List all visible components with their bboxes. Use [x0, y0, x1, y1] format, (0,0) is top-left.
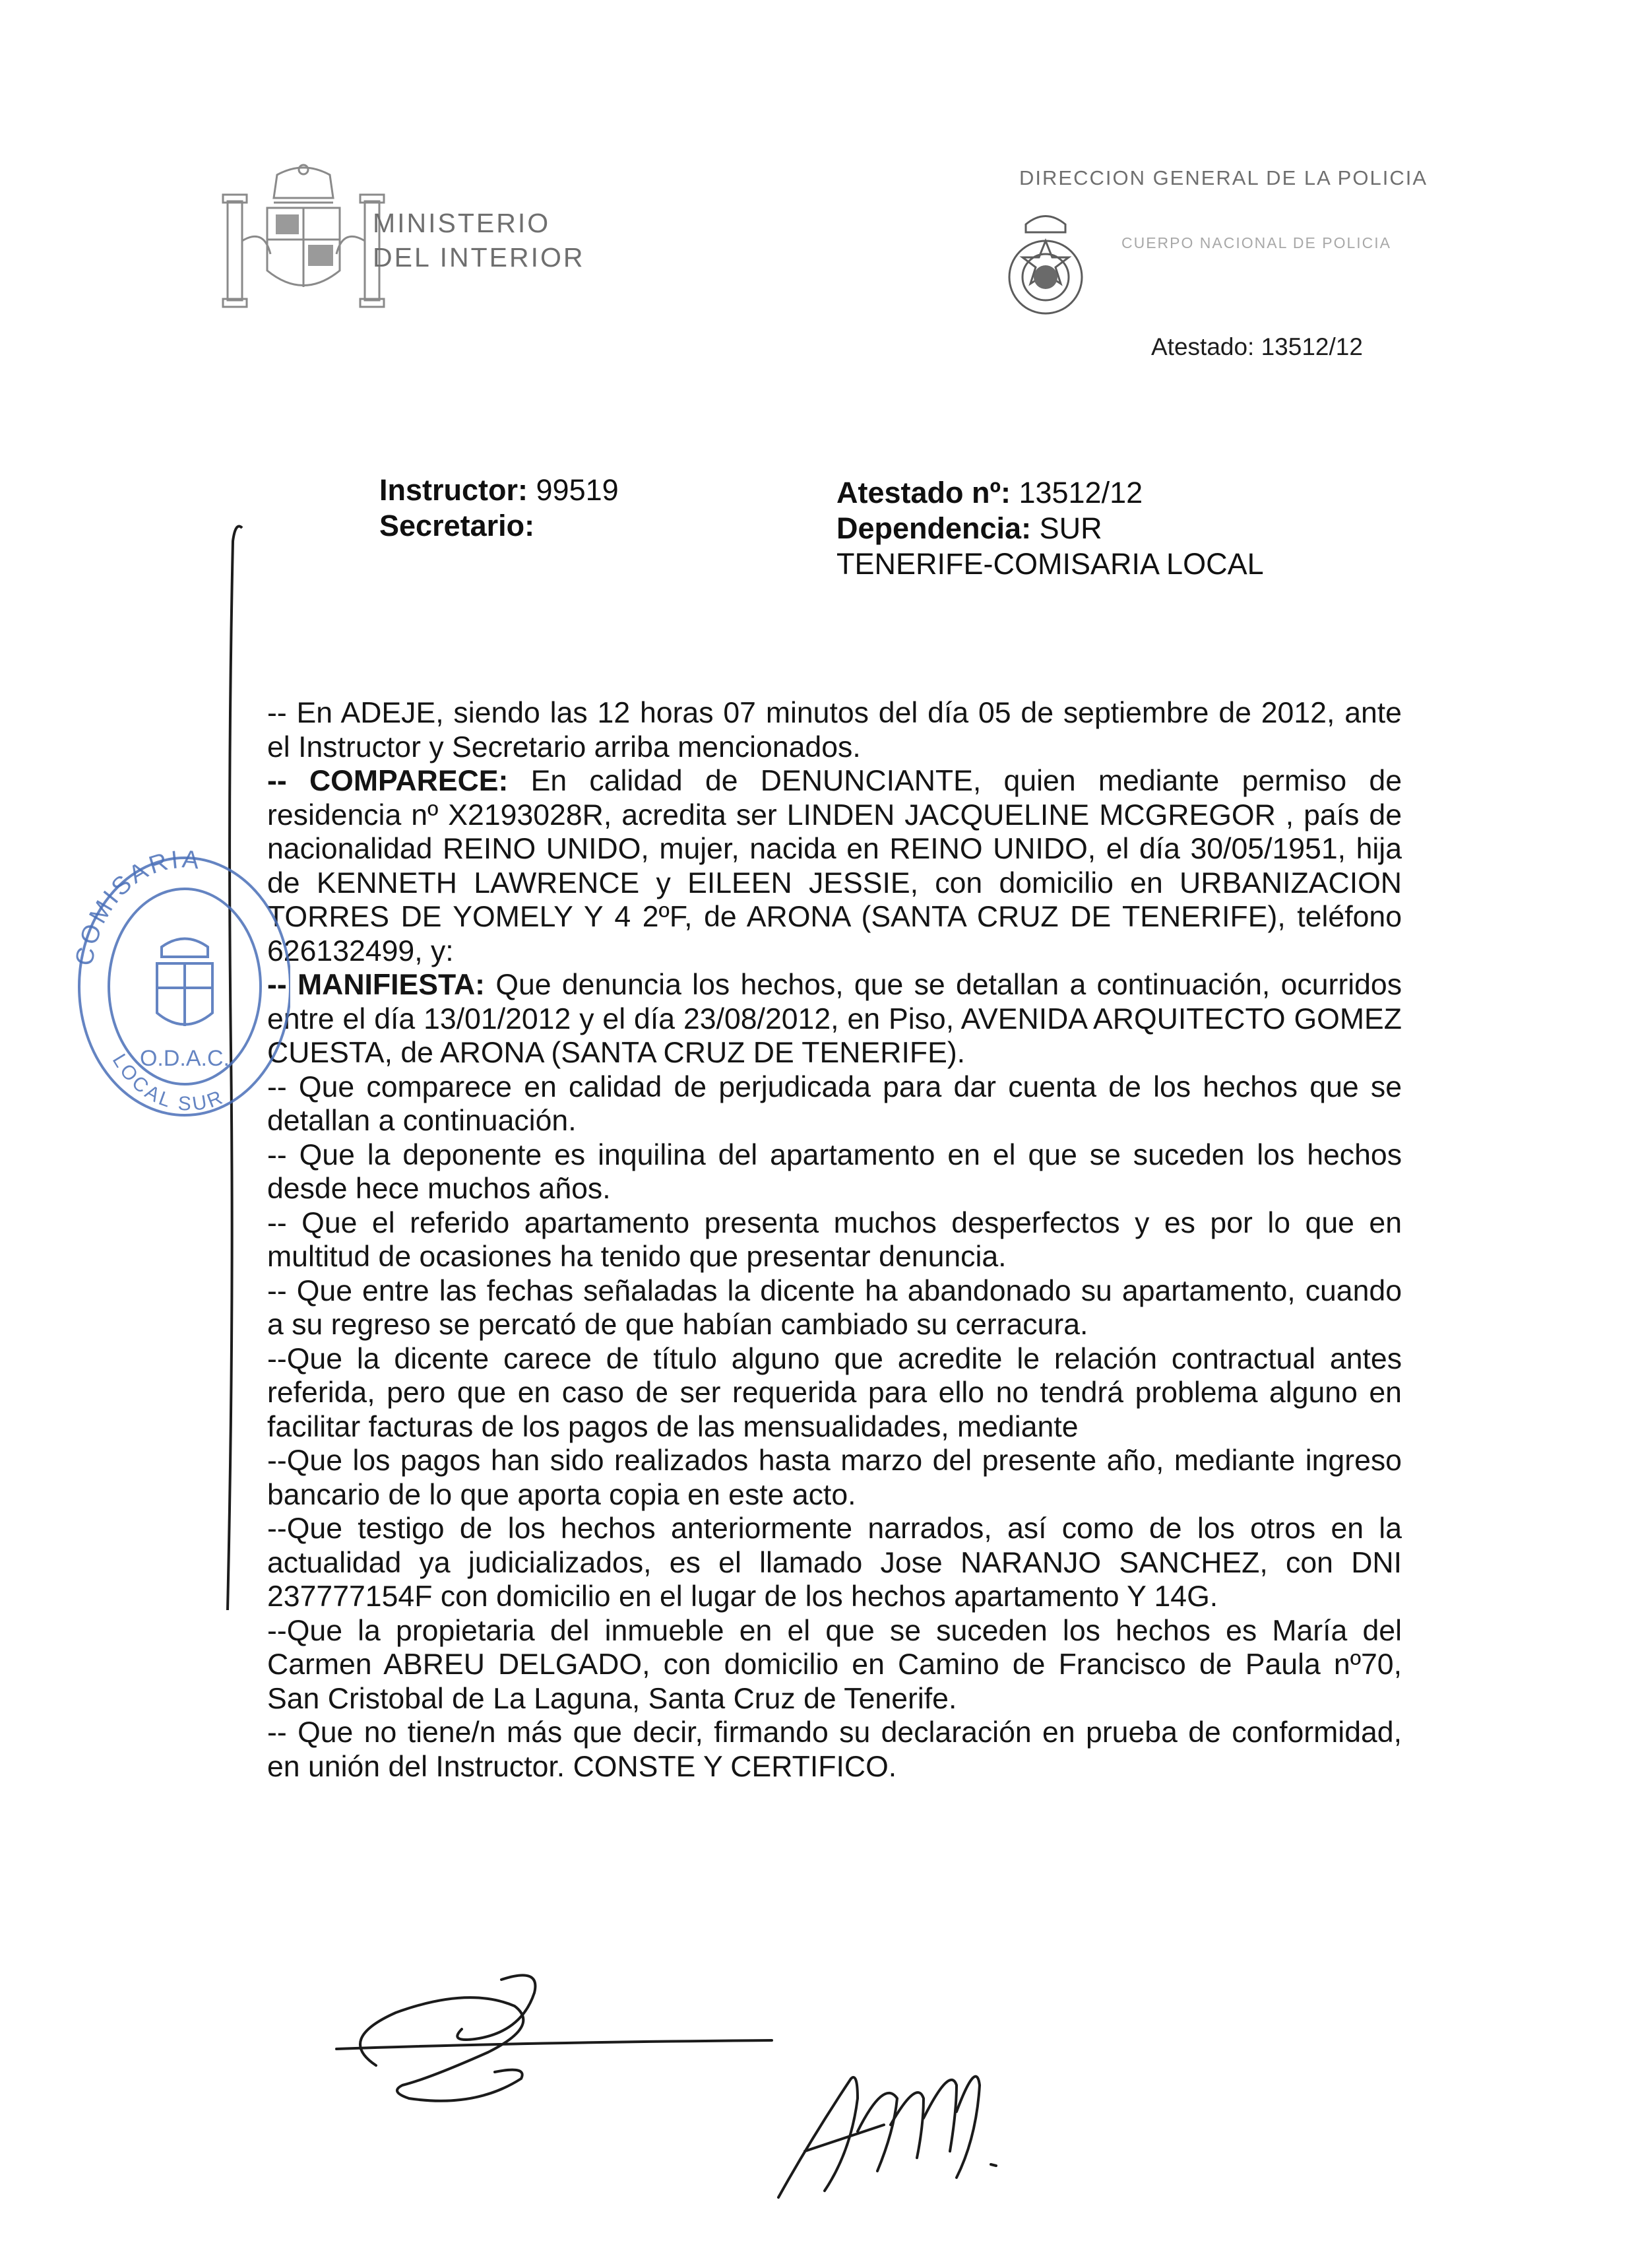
stamp-center-text: O.D.A.C.: [139, 1046, 230, 1071]
dgp-header: DIRECCION GENERAL DE LA POLICIA: [1019, 166, 1428, 189]
atestado-value: 13512/12: [1019, 476, 1143, 509]
manifiesta-label: -- MANIFIESTA:: [267, 969, 486, 1001]
declaration-body: [267, 696, 1402, 1784]
svg-text:COMISARIA: [71, 845, 203, 967]
paragraph-statement: --Que testigo de los hechos anteriormente narrados, así como de los otros en la actualidad ya judicializados, es el llamado Jose NARANJO SANCHEZ, con DNI 237777154F con domicilio en el lugar de los hechos apartamento Y 14G.: [267, 1512, 1402, 1613]
odac-stamp: [53, 835, 290, 1125]
ministry-line-2: DEL INTERIOR: [373, 242, 585, 273]
comparece-label: -- COMPARECE:: [267, 765, 509, 797]
ministry-line-1: MINISTERIO: [373, 208, 551, 238]
ministry-name: [373, 206, 585, 275]
paragraph-statement: -- Que la deponente es inquilina del apartamento en el que se suceden los hechos desde hece muchos años.: [267, 1138, 1402, 1205]
dependencia-value: SUR TENERIFE-COMISARIA LOCAL: [836, 511, 1264, 581]
atestado-field: [836, 475, 1143, 511]
atestado-reference: Atestado: 13512/12: [1151, 333, 1363, 360]
signature-denunciante: [759, 2039, 1062, 2211]
dependencia-label: Dependencia:: [836, 511, 1032, 545]
paragraph-comparece: [267, 764, 1402, 968]
stamp-text-bottom: LOCAL SUR: [108, 1050, 228, 1116]
paragraph-statement: -- Que comparece en calidad de perjudicada para dar cuenta de los hechos que se detallan a continuación.: [267, 1070, 1402, 1137]
paragraph-statement: --Que los pagos han sido realizados hasta marzo del presente año, mediante ingreso bancario de lo que aporta copia en este acto.: [267, 1444, 1402, 1511]
paragraph-statement: -- Que entre las fechas señaladas la dicente ha abandonado su apartamento, cuando a su regreso se percató de que habían cambiado su cerracura.: [267, 1274, 1402, 1341]
comparece-text: En calidad de DENUNCIANTE, quien mediante permiso de residencia nº X2193028R, acredita ser LINDEN JACQUELINE MCGREGOR , país de nacionalidad REINO UNIDO, mujer, nacida en REINO UNIDO, el día 30/05/1951, hija de KENNETH LAWRENCE y EILEEN JESSIE, con domicilio en URBANIZACION TORRES DE YOMELY Y 4 2ºF, de ARONA (SANTA CRUZ DE TENERIFE), teléfono 626132499, y:: [267, 765, 1402, 967]
paragraph-statement: -- Que el referido apartamento presenta muchos desperfectos y es por lo que en multitud de ocasiones ha tenido que presentar denuncia.: [267, 1206, 1402, 1273]
cnp-header: CUERPO NACIONAL DE POLICIA: [1121, 234, 1392, 251]
stamp-text-top: COMISARIA: [70, 845, 203, 968]
instructor-value: 99519: [536, 473, 619, 507]
paragraph-statement: --Que la dicente carece de título alguno que acredite le relación contractual antes referida, pero que en caso de ser requerida para ello no tendrá problema alguno en facilitar facturas de los pagos de las mensualidades, mediante: [267, 1342, 1402, 1443]
paragraph-statement: --Que la propietaria del inmueble en el que se suceden los hechos es María del Carmen ABREU DELGADO, con domicilio en Camino de Francisco de Paula nº70, San Cristobal de La Laguna, Santa Cruz de Tenerife.: [267, 1614, 1402, 1715]
atestado-label: Atestado nº:: [836, 476, 1011, 509]
secretario-field: [379, 508, 534, 544]
paragraph-manifiesta: [267, 968, 1402, 1070]
signature-instructor: [323, 1966, 785, 2118]
instructor-field: [379, 472, 619, 508]
secretario-label: Secretario:: [379, 509, 535, 542]
dependencia-field: [836, 511, 1265, 582]
paragraph-closing: -- Que no tiene/n más que decir, firmando su declaración en prueba de conformidad, en unión del Instructor. CONSTE Y CERTIFICO.: [267, 1716, 1402, 1783]
paragraph-intro: -- En ADEJE, siendo las 12 horas 07 minutos del día 05 de septiembre de 2012, ante el Instructor y Secretario arriba mencionados.: [267, 697, 1402, 763]
manifiesta-text: Que denuncia los hechos, que se detallan a continuación, ocurridos entre el día 13/01/2012 y el día 23/08/2012, en Piso, AVENIDA ARQUITECTO GOMEZ CUESTA, de ARONA (SANTA CRUZ DE TENERIFE).: [267, 969, 1402, 1069]
instructor-label: Instructor:: [379, 473, 528, 507]
police-badge-icon: [1003, 205, 1088, 323]
